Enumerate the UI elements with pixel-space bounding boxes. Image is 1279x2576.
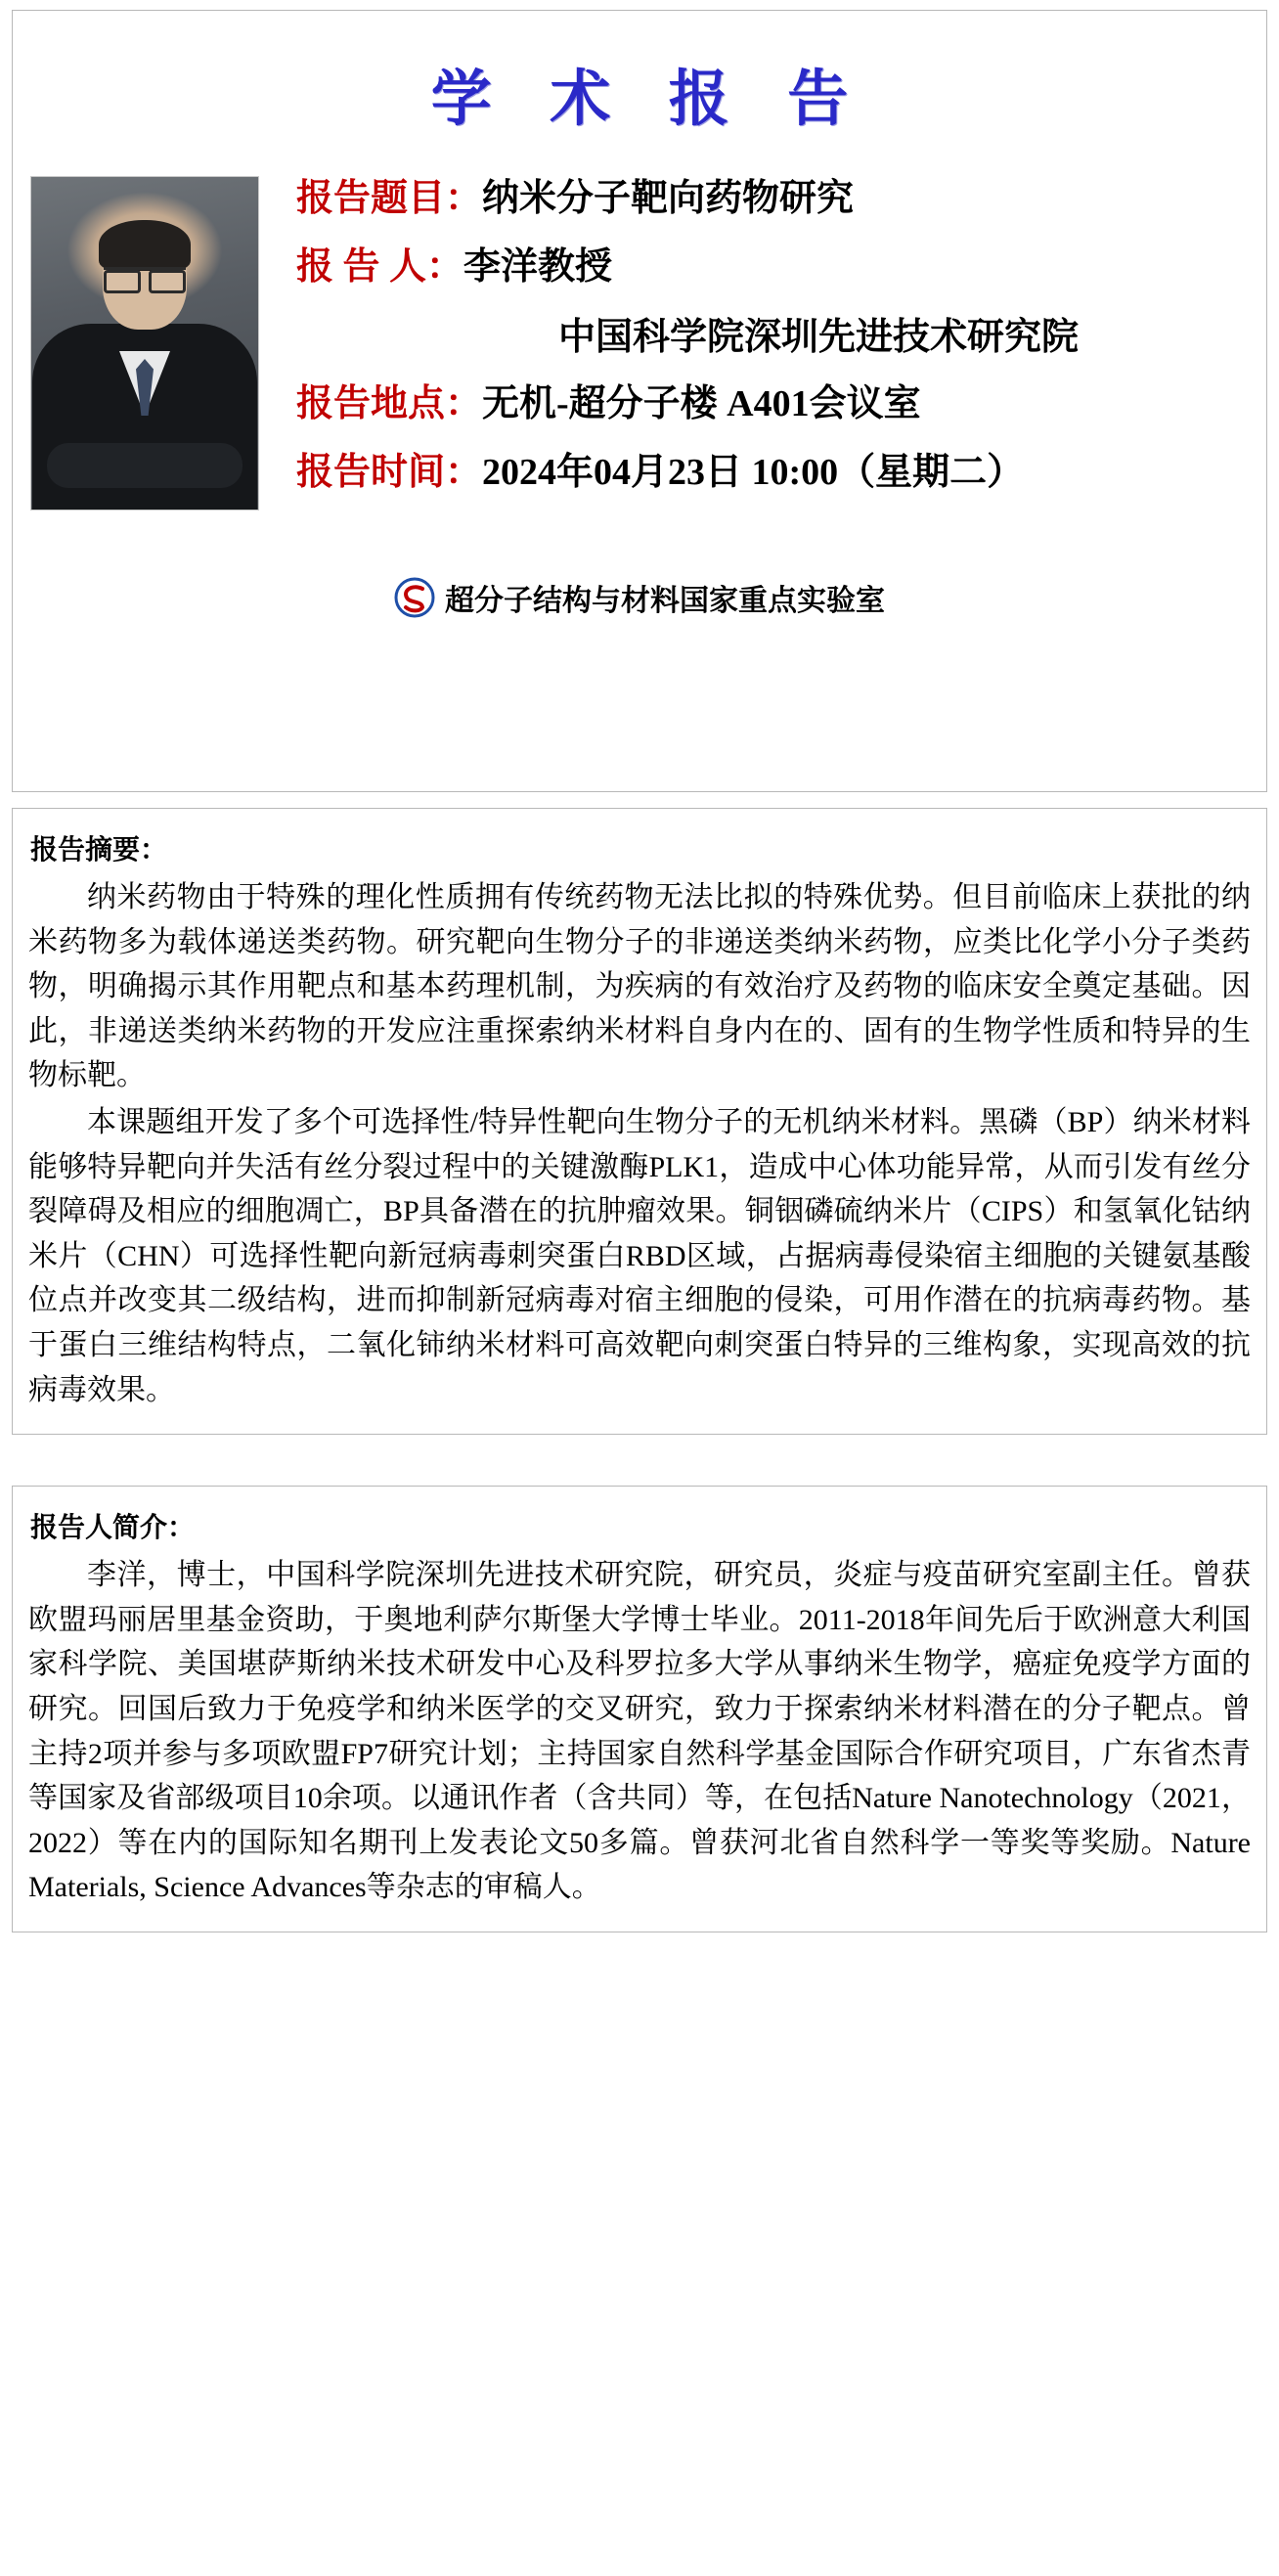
glasses-icon	[104, 267, 186, 289]
field-row-location	[296, 381, 1079, 428]
lab-line	[13, 576, 1266, 619]
portrait-arms	[47, 443, 243, 488]
speaker-info-block	[13, 162, 1266, 517]
portrait-hair	[99, 220, 191, 271]
field-value-topic: 纳米分子靶向药物研究	[482, 178, 855, 219]
lab-name: 超分子结构与材料国家重点实验室	[445, 585, 885, 617]
field-label-time: 报告时间：	[296, 451, 483, 493]
field-label-topic: 报告题目：	[296, 178, 483, 219]
field-label-location: 报告地点：	[296, 383, 483, 424]
speaker-portrait	[30, 176, 259, 511]
poster-page	[0, 10, 1279, 2576]
abstract-title: 报告摘要：	[30, 835, 168, 866]
field-value-speaker-affiliation: 中国科学院深圳先进技术研究院	[558, 317, 1080, 358]
abstract-paragraph-1: 纳米药物由于特殊的理化性质拥有传统药物无法比拟的特殊优势。但目前临床上获批的纳米药物多为载体递送类药物。研究靶向生物分子的非递送类纳米药物，应类比化学小分子类药物，明确揭示其作用靶点和基本药理机制，为疾病的有效治疗及药物的临床安全奠定基础。因此，非递送类纳米药物的开发应注重探索纳米材料自身内在的、固有的生物学性质和特异的生物标靶。	[28, 881, 1251, 1092]
field-value-location: 无机-超分子楼 A401会议室	[482, 383, 921, 424]
field-value-time: 2024年04月23日 10:00（星期二）	[482, 451, 1025, 493]
page-title: 学 术 报 告	[430, 67, 870, 133]
field-row-time	[296, 450, 1079, 497]
abstract-section	[12, 808, 1267, 1435]
speaker-bio-paragraph-1: 李洋，博士，中国科学院深圳先进技术研究院，研究员，炎症与疫苗研究室副主任。曾获欧盟玛丽居里基金资助，于奥地利萨尔斯堡大学博士毕业。2011-2018年间先后于欧洲意大利国家科学院、美国堪萨斯纳米技术研发中心及科罗拉多大学从事纳米生物学，癌症免疫学方面的研究。回国后致力于免疫学和纳米医学的交叉研究，致力于探索纳米材料潜在的分子靶点。曾主持2项并参与多项欧盟FP7研究计划；主持国家自然科学基金国际合作研究项目，广东省杰青等国家及省部级项目10余项。以通讯作者（含共同）等，在包括Nature Nanotechnology（2021，2022）等在内的国际知名期刊上发表论文50多篇。曾获河北省自然科学一等奖等奖励。Nature Materials, Science Advances等杂志的审稿人。	[28, 1559, 1251, 1904]
field-row-topic	[296, 176, 1079, 223]
field-row-speaker	[296, 244, 1079, 291]
speaker-bio-title: 报告人简介：	[30, 1513, 196, 1544]
lab-logo-icon	[394, 577, 435, 618]
field-label-speaker: 报 告 人：	[296, 245, 464, 288]
field-value-speaker: 李洋教授	[463, 245, 613, 288]
poster-header	[12, 10, 1267, 792]
poster-fields	[296, 162, 1079, 517]
speaker-bio-section	[12, 1486, 1267, 1932]
abstract-paragraph-2: 本课题组开发了多个可选择性/特异性靶向生物分子的无机纳米材料。黑磷（BP）纳米材料能够特异靶向并失活有丝分裂过程中的关键激酶PLK1，造成中心体功能异常，从而引发有丝分裂障碍及相应的细胞凋亡，BP具备潜在的抗肿瘤效果。铜铟磷硫纳米片（CIPS）和氢氧化钴纳米片（CHN）可选择性靶向新冠病毒刺突蛋白RBD区域，占据病毒侵染宿主细胞的关键氨基酸位点并改变其二级结构，进而抑制新冠病毒对宿主细胞的侵染，可用作潜在的抗病毒药物。基于蛋白三维结构特点，二氧化铈纳米材料可高效靶向刺突蛋白特异的三维构象，实现高效的抗病毒效果。	[28, 1105, 1251, 1406]
section-spacer	[0, 1435, 1279, 1470]
